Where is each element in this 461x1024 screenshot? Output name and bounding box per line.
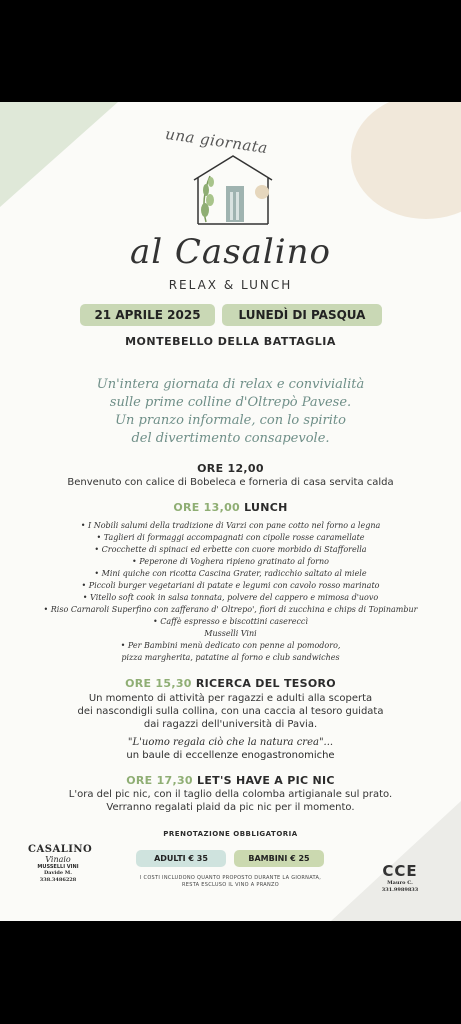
lunch-label: LUNCH [244, 501, 288, 514]
menu-item: Musselli Vini [204, 629, 257, 638]
quote-subtext: un baule di eccellenze enogastronomiche [126, 750, 335, 761]
menu-item: • Caffè espresso e biscottini casereccì [153, 617, 308, 626]
casalino-logo [28, 844, 93, 884]
contact-name: Mauro C. [387, 880, 413, 886]
event-poster [0, 102, 461, 921]
treasure-time: ORE 15,30 [125, 677, 192, 690]
booking-title: PRENOTAZIONE OBBLIGATORIA [163, 830, 298, 838]
menu-item: • Riso Carnaroli Superfino con zafferano d' Oltrepo', fiori di zucchina e chips di Topinambur [43, 605, 418, 614]
intro-line: sulle prime colline d'Oltrepò Pavese. [109, 395, 352, 410]
logo-name: CASALINO [28, 844, 93, 855]
treasure-line: Un momento di attività per ragazzi e adulti alla scoperta [88, 693, 373, 704]
kids-price-badge: BAMBINI € 25 [234, 850, 324, 867]
event-date-badge: 21 APRILE 2025 [80, 304, 215, 326]
treasure-label: RICERCA DEL TESORO [195, 677, 336, 690]
menu-item: • I Nobili salumi della tradizione di Varzi con pane cotto nel forno a legna [80, 521, 381, 530]
picnic-heading [0, 774, 461, 787]
menu-item: • Taglieri di formaggi accompagnati con cipolle rosse caramellate [96, 533, 365, 542]
lunch-menu [0, 520, 461, 664]
page-title: al Casalino [129, 232, 332, 272]
script-heading: una giornata [164, 124, 269, 158]
contact-phone: 331.9989833 [381, 887, 419, 893]
cce-logo [372, 862, 428, 894]
logo-sub: MUSSELLI VINI [37, 864, 79, 870]
menu-item: • Crocchette di spinaci ed erbette con cuore morbido di Stafforella [94, 545, 367, 554]
intro-line: Un'intera giornata di relax e convivialità [96, 377, 365, 392]
welcome-time: ORE 12,00 [197, 462, 264, 475]
decorative-corner [331, 801, 461, 921]
event-day-badge: LUNEDÌ DI PASQUA [222, 304, 382, 326]
picnic-line: Verranno regalati plaid da pic nic per il momento. [106, 802, 355, 813]
adult-price-badge: ADULTI € 35 [136, 850, 226, 867]
contact-phone: 338.3486228 [39, 877, 77, 883]
contact-name: Davide M. [43, 870, 73, 876]
event-location: MONTEBELLO DELLA BATTAGLIA [125, 335, 336, 348]
picnic-label: LET'S HAVE A PIC NIC [197, 774, 335, 787]
treasure-heading [0, 677, 461, 690]
menu-item: • Vitello soft cook in salsa tonnata, polvere del cappero e mimosa d'uovo [82, 593, 379, 602]
menu-item: • Mini quiche con ricotta Cascina Grater, radicchio saltato al miele [94, 569, 367, 578]
page-subtitle: RELAX & LUNCH [168, 278, 293, 292]
note-line: RESTA ESCLUSO IL VINO A PRANZO [181, 882, 280, 888]
quote-text: "L'uomo regala ciò che la natura crea"... [127, 737, 334, 748]
menu-item: • Per Bambini menù dedicato con penne al pomodoro, [120, 641, 341, 650]
picnic-line: L'ora del pic nic, con il taglio della colomba artigianale sul prato. [68, 789, 393, 800]
lunch-heading [0, 501, 461, 514]
intro-line: Un pranzo informale, con lo spirito [115, 413, 346, 428]
treasure-quote [0, 736, 461, 762]
intro-line: del divertimento consapevole. [131, 431, 330, 446]
house-logo-icon [188, 152, 278, 227]
decorative-triangle [0, 102, 118, 207]
menu-item: • Piccoli burger vegetariani di patate e legumi con cavolo rosso marinato [81, 581, 380, 590]
lunch-time: ORE 13,00 [173, 501, 240, 514]
treasure-line: dai ragazzi dell'università di Pavia. [143, 719, 318, 730]
picnic-text [0, 788, 461, 814]
picnic-time: ORE 17,30 [126, 774, 193, 787]
decorative-circle [351, 102, 461, 219]
treasure-line: dei nascondigli sulla collina, con una caccia al tesoro guidata [77, 706, 384, 717]
welcome-text: Benvenuto con calice di Bobeleca e forneria di casa servita calda [67, 477, 394, 488]
intro-text [0, 376, 461, 448]
treasure-text [0, 692, 461, 731]
menu-item: • Peperone di Voghera ripieno gratinato al forno [132, 557, 329, 566]
note-line: I COSTI INCLUDONO QUANTO PROPOSTO DURANTE LA GIORNATA, [139, 875, 322, 881]
logo-mark: CCE [382, 862, 418, 880]
menu-item: pizza margherita, patatine al forno e club sandwiches [121, 653, 340, 662]
logo-script: Vinaio [45, 855, 71, 864]
